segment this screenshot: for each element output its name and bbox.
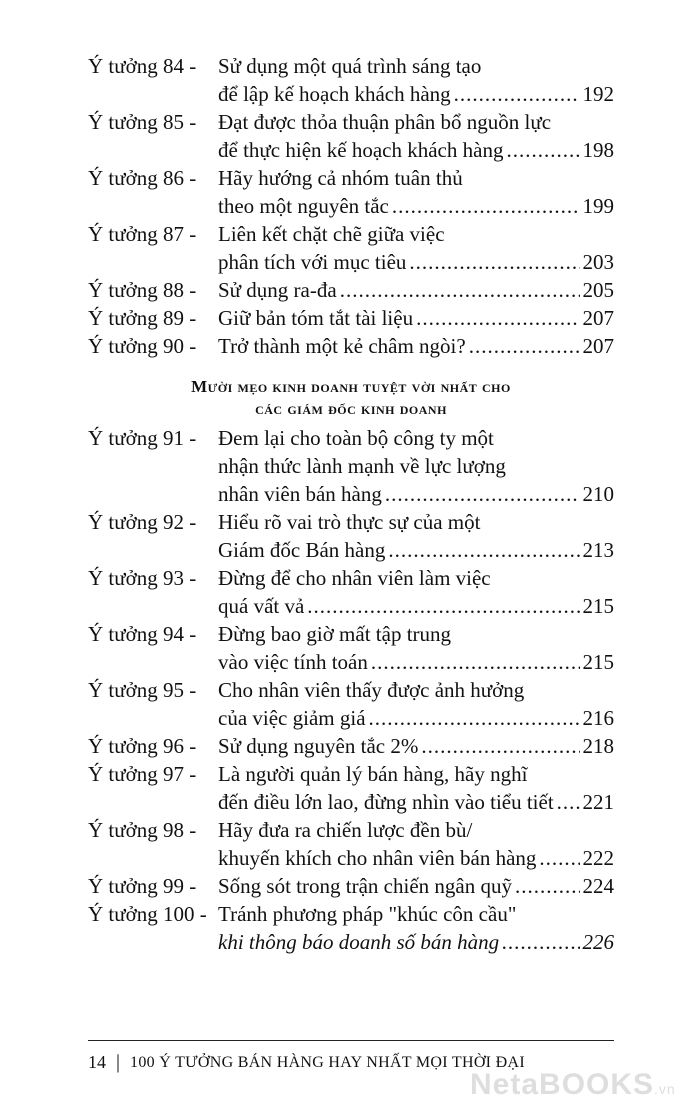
toc-entry-text: để thực hiện kế hoạch khách hàng xyxy=(218,138,504,162)
dot-leader xyxy=(340,276,580,304)
toc-entry-idea: Ý tưởng 99 - xyxy=(88,874,197,898)
toc-entry-text: Cho nhân viên thấy được ảnh hưởng xyxy=(218,678,525,702)
footer-rule xyxy=(88,1040,614,1041)
toc-entry xyxy=(88,564,614,620)
toc-entry-title xyxy=(218,900,614,956)
toc-entry-text: Trở thành một kẻ châm ngòi? xyxy=(218,334,466,358)
toc-entry-text: khuyến khích cho nhân viên bán hàng xyxy=(218,846,537,870)
toc-entry-line xyxy=(218,80,614,108)
toc-entry-page: 210 xyxy=(582,482,614,506)
dot-leader xyxy=(371,648,580,676)
toc-entry-idea: Ý tưởng 92 - xyxy=(88,510,197,534)
toc-entry-text: quá vất vả xyxy=(218,594,305,618)
toc-entry-page: 216 xyxy=(582,706,614,730)
toc-entry-idea: Ý tưởng 98 - xyxy=(88,818,197,842)
toc-entry-text: Sử dụng một quá trình sáng tạo xyxy=(218,54,482,78)
dot-leader xyxy=(506,136,579,164)
book-title: 100 Ý TƯỞNG BÁN HÀNG HAY NHẤT MỌI THỜI ĐẠI xyxy=(130,1053,525,1071)
toc-entry-line xyxy=(218,108,614,136)
toc-list-bottom xyxy=(88,424,614,956)
watermark-suffix: .vn xyxy=(654,1081,676,1097)
dot-leader xyxy=(557,788,580,816)
toc-entry xyxy=(88,732,614,760)
toc-entry-line xyxy=(218,788,614,816)
toc-entry-page: 203 xyxy=(582,250,614,274)
toc-entry xyxy=(88,332,614,360)
toc-entry-line xyxy=(218,424,614,452)
toc-entry-line xyxy=(218,304,614,332)
toc-entry-title xyxy=(218,564,614,620)
toc-entry-page: 221 xyxy=(582,790,614,814)
section-heading-line-2: các giám đốc kinh doanh xyxy=(255,399,447,418)
toc-entry-line xyxy=(218,480,614,508)
toc-entry xyxy=(88,760,614,816)
toc-entry-line xyxy=(218,52,614,80)
toc-entry-title xyxy=(218,52,614,108)
toc-entry-title xyxy=(218,220,614,276)
toc-entry-title xyxy=(218,276,614,304)
toc-entry xyxy=(88,676,614,732)
toc-entry-text: Đem lại cho toàn bộ công ty một xyxy=(218,426,494,450)
toc-entry xyxy=(88,220,614,276)
toc-entry-page: 215 xyxy=(582,594,614,618)
toc-entry-page: 226 xyxy=(582,930,614,954)
toc-entry-page: 213 xyxy=(582,538,614,562)
toc-entry-line xyxy=(218,620,614,648)
table-of-contents xyxy=(88,52,614,956)
toc-entry-page: 207 xyxy=(582,306,614,330)
toc-entry-line xyxy=(218,760,614,788)
toc-entry-idea: Ý tưởng 94 - xyxy=(88,622,197,646)
toc-entry-text: Hãy đưa ra chiến lược đền bù/ xyxy=(218,818,473,842)
toc-entry-text: Đừng để cho nhân viên làm việc xyxy=(218,566,491,590)
toc-entry-page: 207 xyxy=(582,334,614,358)
toc-entry-title xyxy=(218,164,614,220)
toc-entry-line xyxy=(218,732,614,760)
toc-entry xyxy=(88,508,614,564)
toc-entry-line xyxy=(218,816,614,844)
page-number: 14 xyxy=(88,1052,106,1072)
toc-entry-idea: Ý tưởng 84 - xyxy=(88,54,197,78)
toc-entry-text: Hãy hướng cả nhóm tuân thủ xyxy=(218,166,463,190)
toc-list-top xyxy=(88,52,614,360)
toc-entry-page: 205 xyxy=(582,278,614,302)
toc-entry-text: Sử dụng ra-đa xyxy=(218,278,337,302)
toc-entry-title xyxy=(218,620,614,676)
toc-entry xyxy=(88,424,614,508)
toc-entry xyxy=(88,900,614,956)
toc-entry-text: nhận thức lành mạnh về lực lượng xyxy=(218,454,506,478)
toc-entry-idea: Ý tưởng 89 - xyxy=(88,306,197,330)
toc-entry-title xyxy=(218,732,614,760)
toc-entry-title xyxy=(218,508,614,564)
toc-entry-idea: Ý tưởng 95 - xyxy=(88,678,197,702)
toc-entry-line xyxy=(218,676,614,704)
toc-entry-text: để lập kế hoạch khách hàng xyxy=(218,82,451,106)
toc-entry xyxy=(88,620,614,676)
footer-separator: | xyxy=(116,1051,121,1073)
dot-leader xyxy=(392,192,580,220)
toc-entry-text: Là người quản lý bán hàng, hãy nghĩ xyxy=(218,762,528,786)
toc-entry xyxy=(88,304,614,332)
dot-leader xyxy=(409,248,579,276)
toc-entry-line xyxy=(218,872,614,900)
toc-entry-title xyxy=(218,872,614,900)
dot-leader xyxy=(469,332,580,360)
toc-entry-line xyxy=(218,508,614,536)
toc-entry-text: Liên kết chặt chẽ giữa việc xyxy=(218,222,445,246)
toc-entry-line xyxy=(218,592,614,620)
toc-entry-title xyxy=(218,304,614,332)
toc-entry-line xyxy=(218,536,614,564)
toc-entry-line xyxy=(218,220,614,248)
toc-entry-line xyxy=(218,192,614,220)
toc-entry-text: Sử dụng nguyên tắc 2% xyxy=(218,734,419,758)
toc-entry-text: của việc giảm giá xyxy=(218,706,366,730)
dot-leader xyxy=(502,928,579,956)
dot-leader xyxy=(539,844,579,872)
toc-entry-text: nhân viên bán hàng xyxy=(218,482,382,506)
dot-leader xyxy=(388,536,579,564)
toc-entry-page: 218 xyxy=(582,734,614,758)
toc-entry-idea: Ý tưởng 90 - xyxy=(88,334,197,358)
dot-leader xyxy=(454,80,580,108)
section-heading xyxy=(88,376,614,420)
toc-entry-line xyxy=(218,332,614,360)
toc-entry-line xyxy=(218,648,614,676)
toc-entry-page: 215 xyxy=(582,650,614,674)
dot-leader xyxy=(416,304,579,332)
watermark-text: NetaBOOKS xyxy=(470,1068,655,1101)
toc-entry-page: 224 xyxy=(582,874,614,898)
toc-entry-line xyxy=(218,136,614,164)
toc-entry-text: Sống sót trong trận chiến ngân quỹ xyxy=(218,874,512,898)
toc-entry-line xyxy=(218,844,614,872)
toc-entry-idea: Ý tưởng 91 - xyxy=(88,426,197,450)
toc-entry-text: khi thông báo doanh số bán hàng xyxy=(218,930,500,954)
toc-entry xyxy=(88,164,614,220)
toc-entry-line xyxy=(218,928,614,956)
toc-entry-title xyxy=(218,676,614,732)
toc-entry-title xyxy=(218,760,614,816)
dot-leader xyxy=(385,480,580,508)
toc-entry-idea: Ý tưởng 97 - xyxy=(88,762,197,786)
toc-entry-text: đến điều lớn lao, đừng nhìn vào tiểu tiết xyxy=(218,790,554,814)
toc-entry-title xyxy=(218,332,614,360)
toc-entry-line xyxy=(218,276,614,304)
dot-leader xyxy=(421,732,579,760)
toc-entry xyxy=(88,276,614,304)
toc-entry-text: Giữ bản tóm tắt tài liệu xyxy=(218,306,414,330)
toc-entry xyxy=(88,816,614,872)
toc-entry xyxy=(88,52,614,108)
toc-entry-text: Đừng bao giờ mất tập trung xyxy=(218,622,452,646)
toc-entry-idea: Ý tưởng 88 - xyxy=(88,278,197,302)
toc-entry-idea: Ý tưởng 93 - xyxy=(88,566,197,590)
dot-leader xyxy=(307,592,579,620)
toc-entry-line xyxy=(218,900,614,928)
toc-entry-title xyxy=(218,108,614,164)
toc-entry-idea: Ý tưởng 87 - xyxy=(88,222,197,246)
dot-leader xyxy=(369,704,580,732)
toc-entry-idea: Ý tưởng 86 - xyxy=(88,166,197,190)
toc-entry-page: 222 xyxy=(582,846,614,870)
toc-entry xyxy=(88,872,614,900)
toc-entry-title xyxy=(218,424,614,508)
toc-entry-idea: Ý tưởng 96 - xyxy=(88,734,197,758)
toc-entry-text: Tránh phương pháp "khúc côn cầu" xyxy=(218,902,517,926)
toc-entry-page: 198 xyxy=(582,138,614,162)
watermark-logo xyxy=(470,1068,676,1102)
toc-entry-line xyxy=(218,564,614,592)
toc-entry-page: 192 xyxy=(582,82,614,106)
toc-entry-text: vào việc tính toán xyxy=(218,650,368,674)
toc-entry-page: 199 xyxy=(582,194,614,218)
toc-entry-line xyxy=(218,704,614,732)
toc-entry-line xyxy=(218,248,614,276)
toc-entry-text: Đạt được thỏa thuận phân bổ nguồn lực xyxy=(218,110,552,134)
toc-entry-text: phân tích với mục tiêu xyxy=(218,250,407,274)
dot-leader xyxy=(515,872,580,900)
toc-entry-text: theo một nguyên tắc xyxy=(218,194,389,218)
toc-entry-idea: Ý tưởng 100 - xyxy=(88,902,207,926)
toc-entry-text: Giám đốc Bán hàng xyxy=(218,538,386,562)
toc-entry-line xyxy=(218,164,614,192)
toc-entry-title xyxy=(218,816,614,872)
section-heading-line-1: Mười mẹo kinh doanh tuyệt vời nhất cho xyxy=(191,377,511,396)
toc-entry-idea: Ý tưởng 85 - xyxy=(88,110,197,134)
toc-entry-text: Hiểu rõ vai trò thực sự của một xyxy=(218,510,481,534)
toc-entry xyxy=(88,108,614,164)
toc-entry-line xyxy=(218,452,614,480)
